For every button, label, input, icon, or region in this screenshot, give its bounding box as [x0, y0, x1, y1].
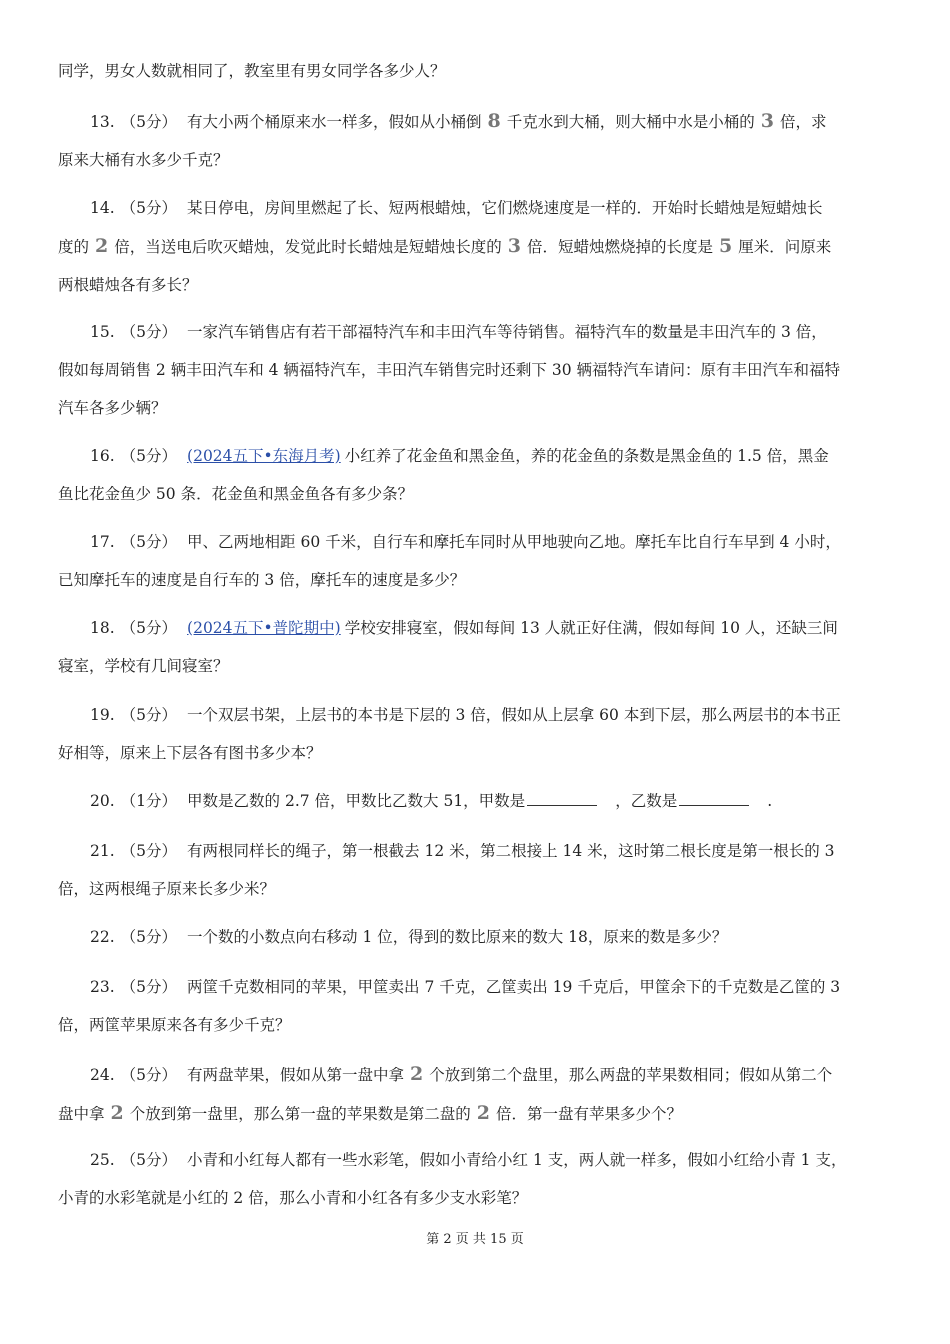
question-number: 15. [90, 323, 115, 341]
answer-blank-1[interactable] [527, 787, 597, 806]
question-25 [58, 1141, 894, 1217]
question-18 [58, 609, 894, 685]
question-text: . [767, 792, 773, 810]
question-score: （5分） [120, 447, 178, 465]
number-value: 2 [476, 1102, 490, 1124]
question-text: 鱼比花金鱼少 50 条．花金鱼和黑金鱼各有多少条？ [58, 485, 414, 503]
question-text: 盘中拿 [58, 1105, 105, 1123]
question-score: （1分） [120, 792, 178, 810]
question-14 [58, 189, 894, 304]
question-text: 倍，两筐苹果原来各有多少千克？ [58, 1016, 291, 1034]
question-text: 甲、乙两地相距 60 千米，自行车和摩托车同时从甲地驶向乙地。摩托车比自行车早到 4 小时， [187, 533, 841, 551]
question-number: 16. [90, 447, 115, 465]
question-17 [58, 523, 894, 599]
question-text: 倍，这两根绳子原来长多少米？ [58, 880, 276, 898]
question-22 [58, 918, 894, 956]
question-text: 学校安排寝室，假如每间 13 人就正好住满，假如每间 10 人，还缺三间 [344, 619, 838, 637]
question-text: 一个数的小数点向右移动 1 位，得到的数比原来的数大 18，原来的数是多少？ [187, 928, 728, 946]
number-value: 2 [95, 235, 109, 257]
question-number: 17. [90, 533, 115, 551]
number-value: 3 [507, 235, 521, 257]
question-text: 有两盘苹果，假如从第一盘中拿 [187, 1066, 405, 1084]
question-text: 小青和小红每人都有一些水彩笔，假如小青给小红 1 支，两人就一样多，假如小红给小青 1 支， [187, 1151, 847, 1169]
question-19 [58, 696, 894, 772]
question-16 [58, 437, 894, 513]
question-text: 一个双层书架，上层书的本书是下层的 3 倍，假如从上层拿 60 本到下层，那么两层书的本书正 [187, 706, 841, 724]
question-23 [58, 968, 894, 1044]
number-value: 5 [719, 235, 733, 257]
number-value: 2 [410, 1063, 424, 1085]
question-score: （5分） [120, 199, 178, 217]
source-link[interactable]: (2024五下•普陀期中) [187, 619, 341, 637]
question-score: （5分） [120, 113, 178, 131]
question-score: （5分） [120, 1066, 178, 1084]
question-number: 24. [90, 1066, 115, 1084]
question-text: 寝室，学校有几间寝室？ [58, 657, 229, 675]
question-score: （5分） [120, 842, 178, 860]
question-text: 个放到第一盘里，那么第一盘的苹果数是第二盘的 [129, 1105, 471, 1123]
question-text: ，乙数是 [615, 792, 678, 810]
question-number: 23. [90, 978, 115, 996]
question-text: 已知摩托车的速度是自行车的 3 倍，摩托车的速度是多少？ [58, 571, 466, 589]
question-13 [58, 102, 894, 179]
number-value: 3 [760, 110, 775, 132]
question-text: 原来大桶有水多少千克？ [58, 151, 229, 169]
question-20 [58, 782, 894, 820]
question-text: 假如每周销售 2 辆丰田汽车和 4 辆福特汽车，丰田汽车销售完时还剩下 30 辆福特汽车请问：原有丰田汽车和福特 [58, 361, 841, 379]
question-15 [58, 313, 894, 427]
question-number: 21. [90, 842, 115, 860]
question-text: 一家汽车销售店有若干部福特汽车和丰田汽车等待销售。福特汽车的数量是丰田汽车的 3 倍， [187, 323, 827, 341]
question-number: 13. [90, 113, 115, 131]
question-score: （5分） [120, 619, 178, 637]
question-12-tail [58, 52, 894, 90]
question-score: （5分） [120, 1151, 178, 1169]
question-text: 倍．第一盘有苹果多少个？ [496, 1105, 683, 1123]
number-value: 2 [110, 1102, 124, 1124]
question-text: 两根蜡烛各有多长？ [58, 276, 198, 294]
question-score: （5分） [120, 978, 178, 996]
question-number: 25. [90, 1151, 115, 1169]
question-text: 千克水到大桶，则大桶中水是小桶的 [506, 113, 755, 131]
question-number: 18. [90, 619, 115, 637]
question-text: 好相等，原来上下层各有图书多少本？ [58, 744, 322, 762]
question-text: 倍，当送电后吹灭蜡烛，发觉此时长蜡烛是短蜡烛长度的 [114, 238, 502, 256]
question-text: 汽车各多少辆？ [58, 399, 167, 417]
question-text: 小青的水彩笔就是小红的 2 倍，那么小青和小红各有多少支水彩笔？ [58, 1189, 528, 1207]
question-text: 倍，求 [780, 113, 827, 131]
question-score: （5分） [120, 323, 178, 341]
question-24 [58, 1055, 894, 1133]
question-21 [58, 832, 894, 908]
question-text: 有两根同样长的绳子，第一根截去 12 米，第二根接上 14 米，这时第二根长度是第一根长的 3 [187, 842, 835, 860]
question-text: 两筐千克数相同的苹果，甲筐卖出 7 千克，乙筐卖出 19 千克后，甲筐余下的千克数是乙筐的 3 [187, 978, 841, 996]
question-text: 同学，男女人数就相同了，教室里有男女同学各多少人？ [58, 62, 446, 80]
question-score: （5分） [120, 928, 178, 946]
question-text: 个放到第二个盘里，那么两盘的苹果数相同；假如从第二个 [429, 1066, 833, 1084]
source-link[interactable]: (2024五下•东海月考) [187, 447, 341, 465]
question-text: 有大小两个桶原来水一样多，假如从小桶倒 [187, 113, 482, 131]
question-text: 甲数是乙数的 2.7 倍，甲数比乙数大 51，甲数是 [187, 792, 526, 810]
question-number: 14. [90, 199, 115, 217]
number-value: 8 [487, 110, 501, 132]
question-text: 某日停电，房间里燃起了长、短两根蜡烛，它们燃烧速度是一样的．开始时长蜡烛是短蜡烛长 [187, 199, 823, 217]
question-number: 20. [90, 792, 115, 810]
question-score: （5分） [120, 706, 178, 724]
question-text: 度的 [58, 238, 90, 256]
question-text: 倍．短蜡烛燃烧掉的长度是 [527, 238, 714, 256]
page-footer: 第 2 页 共 15 页 [426, 1232, 524, 1247]
answer-blank-2[interactable] [679, 787, 749, 806]
question-score: （5分） [120, 533, 178, 551]
question-text: 小红养了花金鱼和黑金鱼，养的花金鱼的条数是黑金鱼的 1.5 倍，黑金 [344, 447, 829, 465]
question-number: 19. [90, 706, 115, 724]
question-text: 厘米．问原来 [738, 238, 832, 256]
question-number: 22. [90, 928, 115, 946]
